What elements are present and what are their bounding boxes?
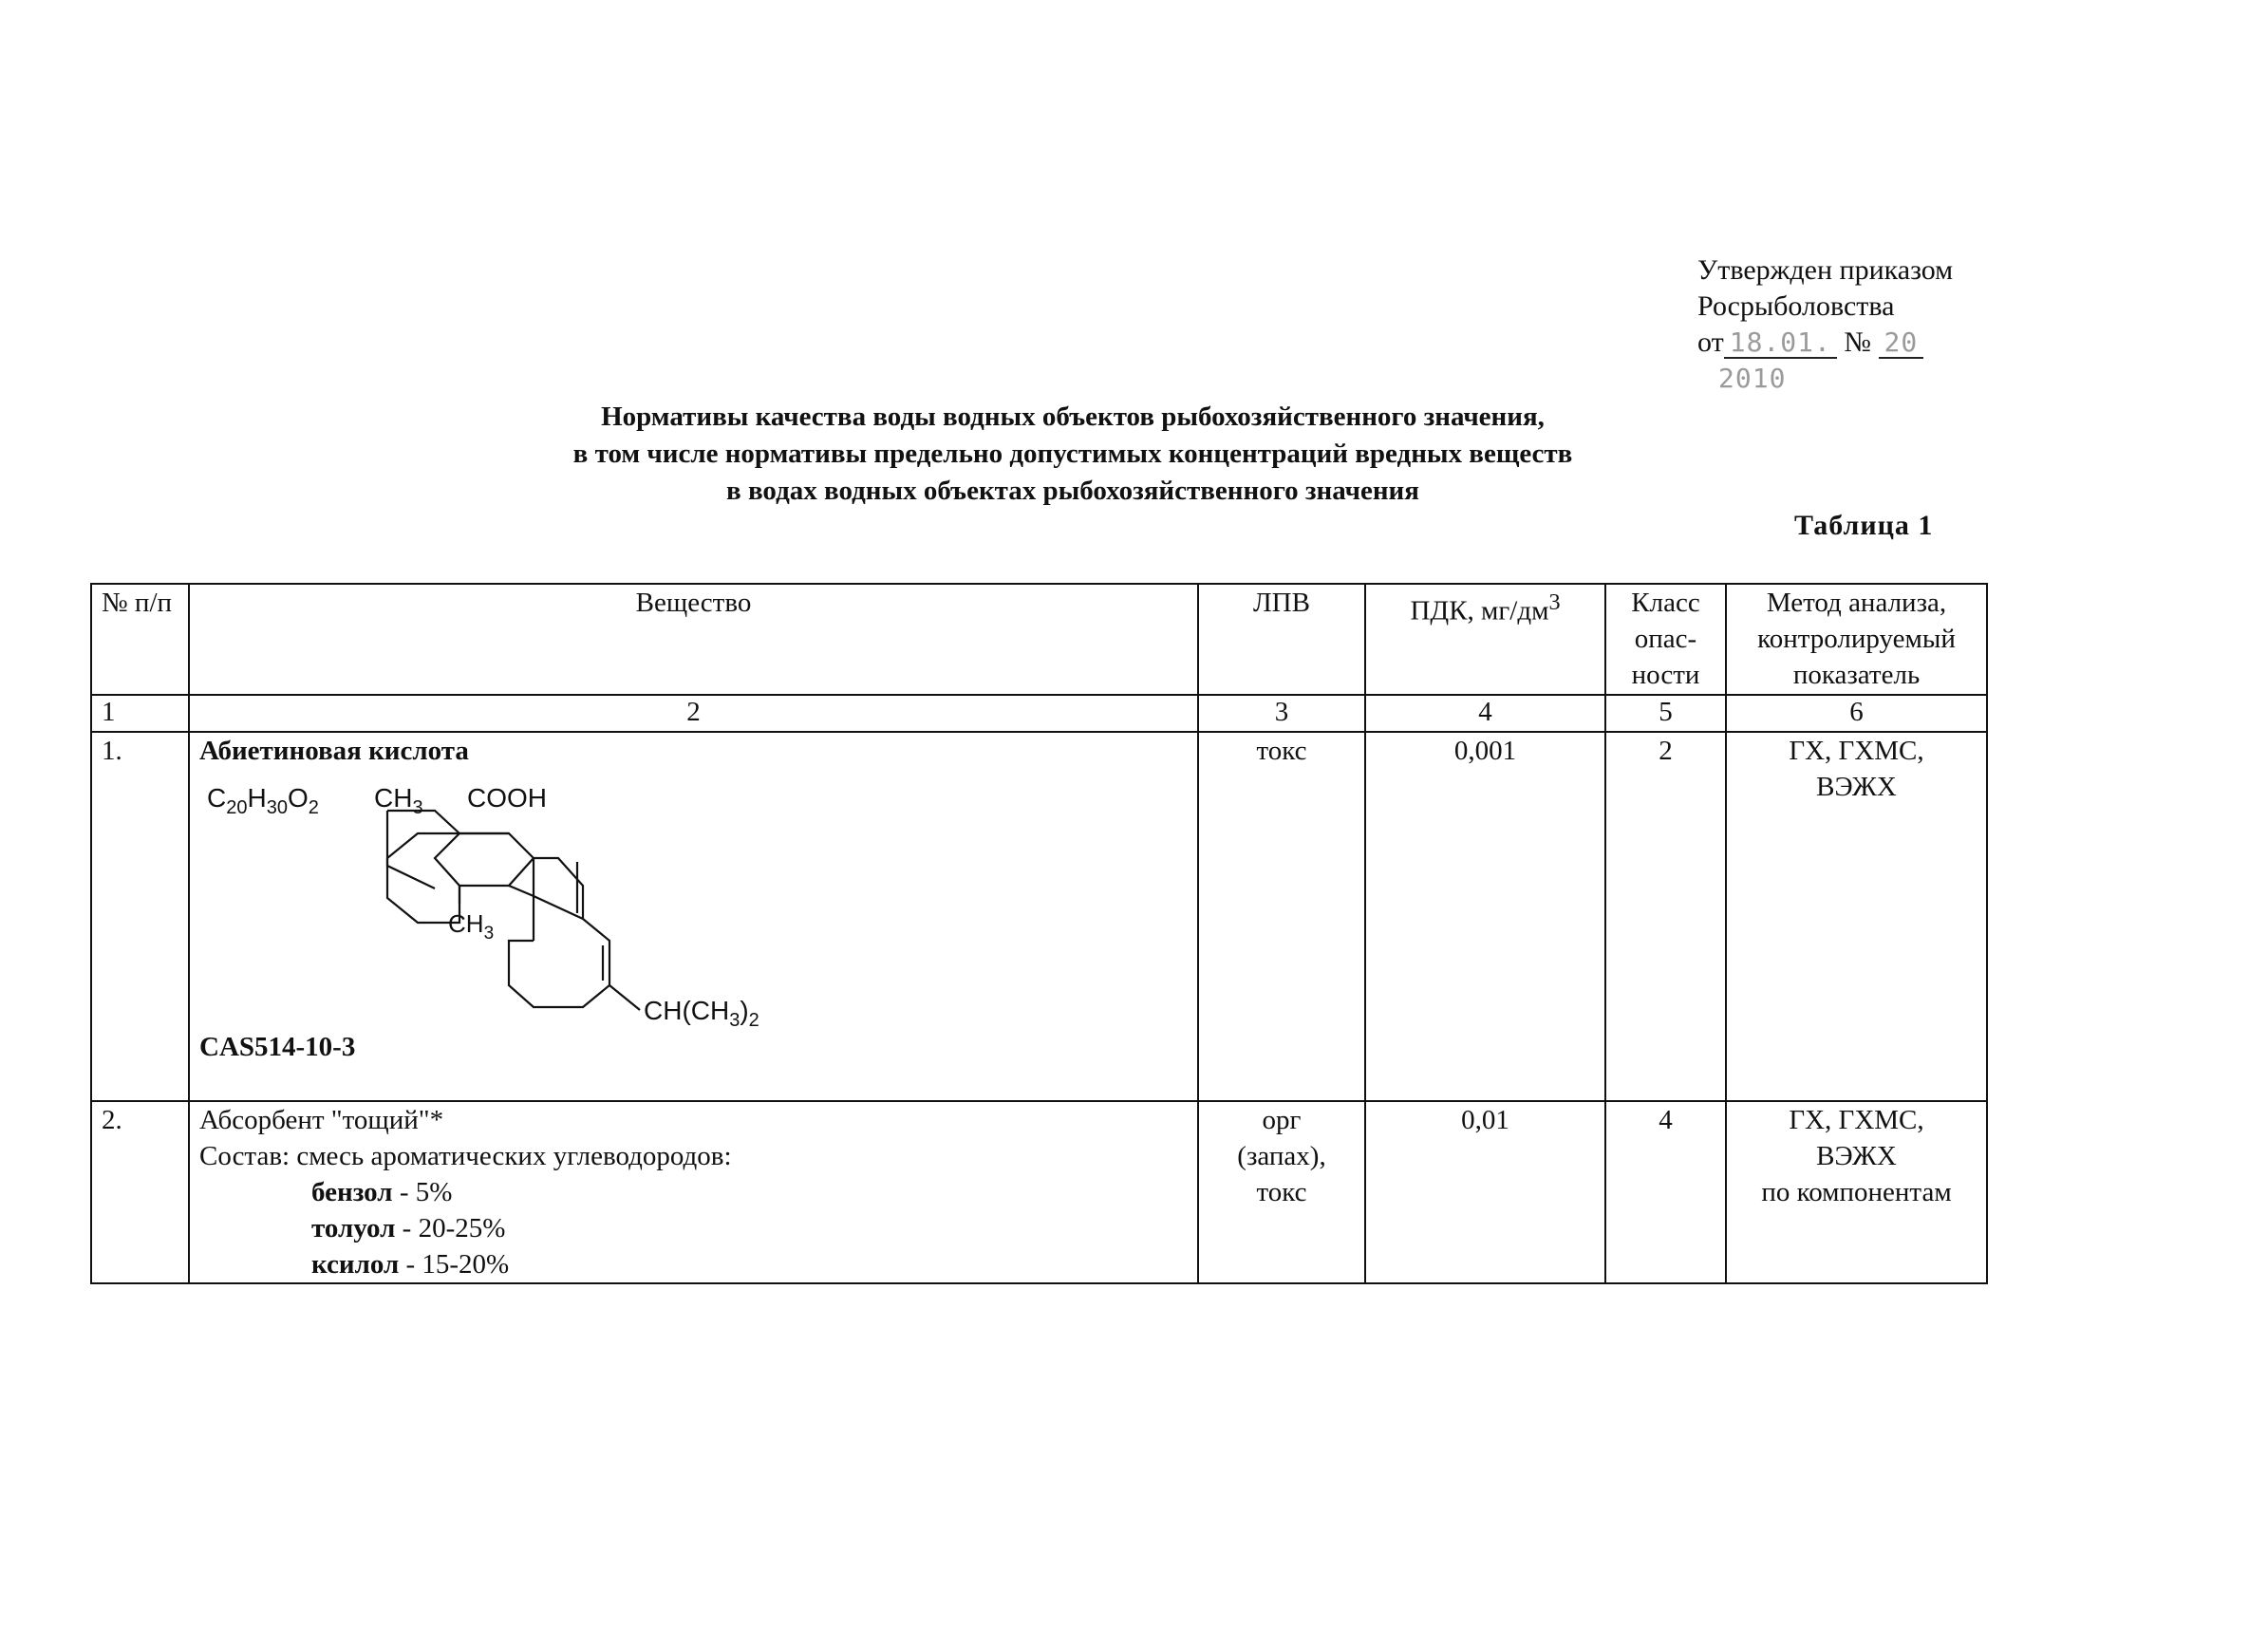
formula-c: C bbox=[207, 783, 227, 813]
substance-name: Абсорбент "тощий"* bbox=[199, 1105, 444, 1135]
pdk-cell: 0,001 bbox=[1365, 732, 1605, 1101]
pdk-cell: 0,01 bbox=[1365, 1101, 1605, 1283]
component-item bbox=[199, 1210, 1188, 1246]
component-item bbox=[199, 1246, 1188, 1282]
substance-cell bbox=[189, 1101, 1198, 1283]
column-number: 5 bbox=[1605, 695, 1726, 732]
substance-cell bbox=[189, 732, 1198, 1101]
substance-name: Абиетиновая кислота bbox=[199, 736, 469, 766]
approval-stamp bbox=[1697, 252, 2020, 397]
header-pdk-label: ПДК, мг/дм bbox=[1410, 595, 1549, 626]
table-row bbox=[91, 732, 1987, 1101]
approval-number: 20 bbox=[1879, 328, 1924, 359]
column-number: 6 bbox=[1726, 695, 1987, 732]
approval-date: 18.01. bbox=[1724, 328, 1837, 359]
method-line: по компонентам bbox=[1761, 1177, 1952, 1207]
header-lpv: ЛПВ bbox=[1198, 584, 1365, 695]
number-label: № bbox=[1844, 327, 1871, 358]
method-cell bbox=[1726, 732, 1987, 1101]
lpv-line: (запах), bbox=[1237, 1141, 1326, 1171]
component-name: бензол bbox=[311, 1177, 393, 1207]
formula-o: O bbox=[287, 783, 309, 813]
component-item bbox=[199, 1174, 1188, 1210]
row-number: 1. bbox=[91, 732, 189, 1101]
column-number: 2 bbox=[189, 695, 1198, 732]
method-line: ВЭЖХ bbox=[1816, 772, 1897, 802]
lpv-line: орг bbox=[1262, 1105, 1302, 1135]
method-line: ГХ, ГХМС, bbox=[1789, 736, 1924, 766]
method-line: ГХ, ГХМС, bbox=[1789, 1105, 1924, 1135]
component-name: толуол bbox=[311, 1213, 396, 1243]
isopropyl-label bbox=[644, 996, 759, 1029]
header-substance: Вещество bbox=[189, 584, 1198, 695]
method-line: ВЭЖХ bbox=[1816, 1141, 1897, 1171]
composition-label: Состав: смесь ароматических углеводородов: bbox=[199, 1141, 732, 1171]
column-number: 4 bbox=[1365, 695, 1605, 732]
component-value: - 5% bbox=[392, 1177, 453, 1207]
header-pdk-sup: 3 bbox=[1548, 589, 1561, 615]
ch3-top: CH bbox=[374, 783, 413, 813]
ch3-top-label bbox=[374, 783, 423, 818]
cooh-label: COOH bbox=[467, 783, 547, 813]
header-method: Метод анализа, контролируемый показатель bbox=[1726, 584, 1987, 695]
isopropyl-b: ) bbox=[740, 996, 749, 1025]
isopropyl-sub2: 2 bbox=[748, 1010, 759, 1029]
lpv-line: токс bbox=[1256, 1177, 1307, 1207]
title-line-2: в том числе нормативы предельно допустимых концентраций вредных веществ bbox=[572, 439, 1573, 469]
title-line-1: Нормативы качества воды водных объектов рыбохозяйственного значения, bbox=[601, 402, 1545, 432]
structure-bonds bbox=[387, 811, 640, 1010]
table-row bbox=[91, 1101, 1987, 1283]
component-value: - 15-20% bbox=[399, 1249, 510, 1280]
cas-number: CAS514-10-3 bbox=[199, 1032, 356, 1062]
method-cell bbox=[1726, 1101, 1987, 1283]
from-label: от bbox=[1697, 327, 1724, 358]
approval-line-1: Утвержден приказом bbox=[1697, 254, 1954, 286]
component-name: ксилол bbox=[311, 1249, 400, 1280]
document-title bbox=[408, 399, 1737, 510]
approval-date-line bbox=[1697, 325, 2020, 361]
formula-h-sub: 30 bbox=[266, 797, 288, 818]
header-row bbox=[91, 584, 1987, 695]
formula-h: H bbox=[247, 783, 267, 813]
row-number: 2. bbox=[91, 1101, 189, 1283]
isopropyl-sub: 3 bbox=[729, 1010, 740, 1029]
lpv-cell: токс bbox=[1198, 732, 1365, 1101]
isopropyl-a: CH(CH bbox=[644, 996, 730, 1025]
column-number-row bbox=[91, 695, 1987, 732]
hazard-class-cell: 2 bbox=[1605, 732, 1726, 1101]
formula-c-sub: 20 bbox=[226, 797, 248, 818]
standards-table bbox=[90, 583, 1988, 1284]
header-num: № п/п bbox=[91, 584, 189, 695]
approval-line-2: Росрыболовства bbox=[1697, 290, 1895, 322]
column-number: 1 bbox=[91, 695, 189, 732]
table-label: Таблица 1 bbox=[1794, 510, 1934, 541]
ch3-top-sub: 3 bbox=[412, 797, 423, 818]
column-number: 3 bbox=[1198, 695, 1365, 732]
ch3-mid: CH bbox=[448, 909, 484, 938]
header-pdk bbox=[1365, 584, 1605, 695]
abietic-acid-structure bbox=[197, 775, 881, 1029]
ch3-mid-label bbox=[448, 909, 494, 944]
lpv-cell bbox=[1198, 1101, 1365, 1283]
formula-o-sub: 2 bbox=[308, 797, 319, 818]
hazard-class-cell: 4 bbox=[1605, 1101, 1726, 1283]
title-line-3: в водах водных объектах рыбохозяйственного значения bbox=[726, 476, 1419, 506]
molecular-formula bbox=[207, 783, 319, 818]
approval-year: 2010 bbox=[1718, 363, 1787, 394]
header-hazard-class: Класс опас-ности bbox=[1605, 584, 1726, 695]
ch3-mid-sub: 3 bbox=[483, 924, 495, 944]
component-value: - 20-25% bbox=[395, 1213, 506, 1243]
